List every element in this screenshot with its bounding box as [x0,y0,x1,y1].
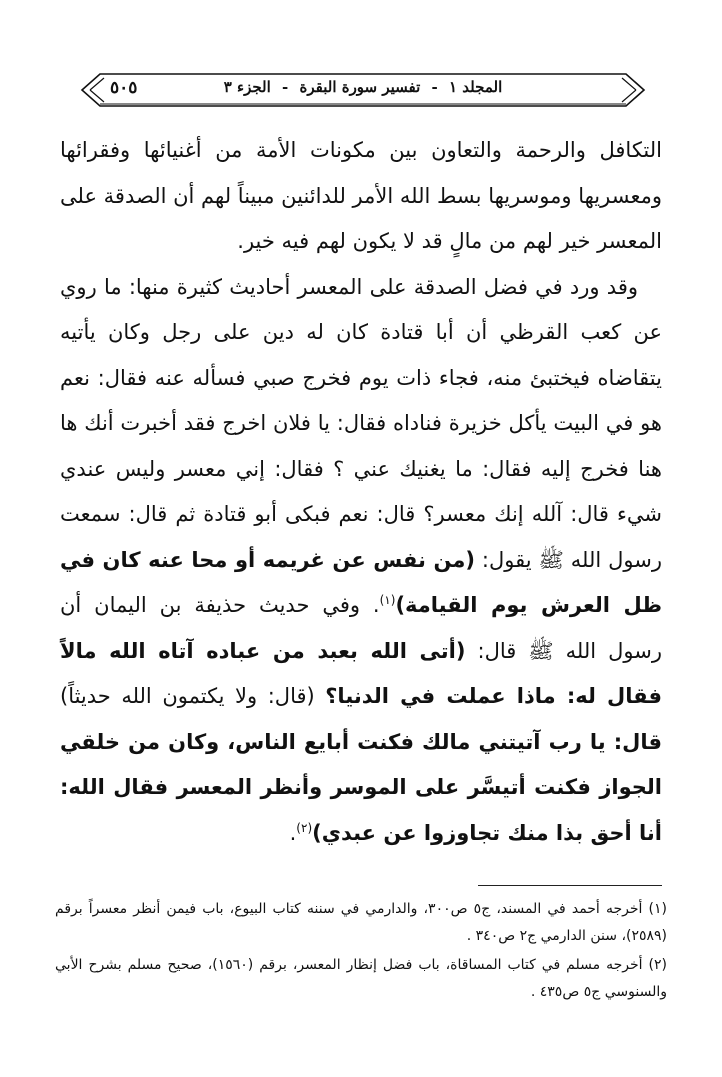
paragraph [60,265,662,857]
header-volume: المجلد ١ [449,78,503,96]
footnote: (١) أخرجه أحمد في المسند، ج٥ ص٣٠٠، والدارمي في سننه كتاب البيوع، باب فيمن أنظر معسراً برقم (٢٥٨٩)، سنن الدارمي ج٢ ص٣٤٠ . [55,901,667,944]
footnotes [55,896,667,1008]
footnote-divider [478,885,662,886]
running-header [78,72,648,108]
text-run: . وفي حديث حذيفة بن اليمان أن رسول الله ﷺ قال: [60,593,662,663]
header-part: الجزء ٣ [223,78,271,96]
inline-quote: (قال: ولا يكتمون الله حديثاً) [60,684,326,708]
hadith-quote: (من نفس عن غريمه أو محا عنه كان في ظل العرش يوم القيامة) [60,547,662,617]
main-text [60,128,662,856]
header-separator: - [282,78,289,96]
footnote-ref: (١) [379,593,396,607]
hadith-quote: (أتى الله بعبد من عباده آتاه الله مالاً فقال له: ماذا عملت في الدنيا؟ [60,638,662,708]
text-run: وقد ورد في فضل الصدقة على المعسر أحاديث كثيرة منها: ما روي عن كعب القرظي أن أبا قتادة كان له دين على رجل وكان يأتيه يتقاضاه فيختبئ منه، فجاء ذات يوم فخرج صبي فسأله عنه فقال: نعم هو في البيت يأكل خزيرة فناداه فقال: يا فلان اخرج فقد أخبرت أنك ها هنا فخرج إليه فقال: ما يغنيك عني ؟ فقال: إني معسر وليس عندي شيء قال: آلله إنك معسر؟ قال: نعم فبكى أبو قتادة ثم قال: سمعت رسول الله ﷺ يقول: [60,274,662,572]
header-separator: - [431,78,438,96]
paragraph: التكافل والرحمة والتعاون بين مكونات الأمة من أغنيائها وفقرائها ومعسريها وموسريها بسط الله الأمر للدائنين مبيناً لهم أن الصدقة على المعسر خير لهم من مالٍ قد لا يكون لهم فيه خير. [60,138,662,253]
text-run: . [289,820,297,845]
hadith-quote: قال: يا رب آتيتني مالك فكنت أبايع الناس، وكان من خلقي الجواز فكنت أتيسَّر على الموسر وأنظر المعسر فقال الله: أنا أحق بذا منك تجاوزوا عن عبدي) [60,729,662,845]
header-text [78,78,648,96]
page-number: ٥٠٥ [110,78,138,98]
footnote-ref: (٢) [296,820,313,835]
footnote: (٢) أخرجه مسلم في كتاب المساقاة، باب فضل إنظار المعسر، برقم (١٥٦٠)، صحيح مسلم بشرح الأبي والسنوسي ج٥ ص٤٣٥ . [55,957,667,1000]
header-title: تفسير سورة البقرة [299,78,421,96]
